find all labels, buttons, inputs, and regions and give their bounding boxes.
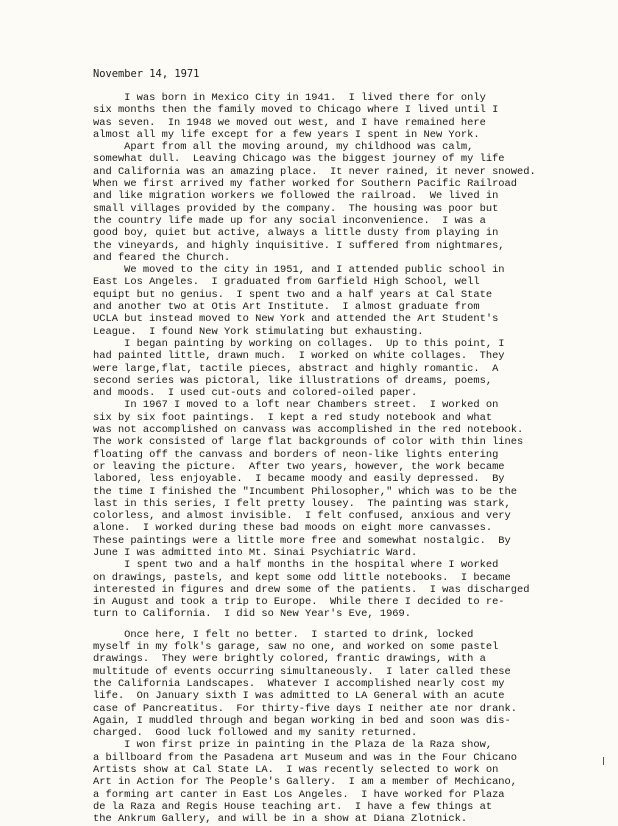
text-line: June I was admitted into Mt. Sinai Psychiatric Ward. [93, 546, 418, 559]
text-line: was seven. In 1948 we moved out west, and I have remained here [93, 116, 486, 129]
text-line: These paintings were a little more free and somewhat nostalgic. By [93, 534, 511, 547]
text-line: in August and took a trip to Europe. While there I decided to re- [93, 596, 505, 609]
text-line: small villages provided by the company. The housing was poor but [93, 202, 499, 215]
text-line: floating off the canvass and borders of neon-like lights entering [93, 448, 499, 461]
text-line: six months then the family moved to Chicago where I lived until I [93, 104, 499, 117]
paragraph [93, 399, 536, 559]
paragraph [93, 739, 536, 825]
text-line: were large,flat, tactile pieces, abstract and highly romantic. A [93, 362, 499, 375]
text-line: labored, less enjoyable. I became moody and easily depressed. By [93, 473, 505, 486]
text-line: almost all my life except for a few years I spent in New York. [93, 128, 480, 141]
paragraph [93, 338, 536, 399]
text-line: or leaving the picture. After two years, however, the work became [93, 460, 505, 473]
text-line: life. On January sixth I was admitted to LA General with an acute [93, 690, 505, 703]
text-line: Again, I muddled through and began working in bed and soon was dis- [93, 714, 511, 727]
text-line: I began painting by working on collages. Up to this point, I [93, 337, 505, 350]
document-body [93, 92, 536, 826]
text-line: multitude of events occurring simultaneously. I later called these [93, 665, 511, 678]
text-line: on drawings, pastels, and kept some odd little notebooks. I became [93, 571, 511, 584]
text-line: case of Pancreatitus. For thirty-five days I neither ate nor drank. [93, 702, 518, 715]
text-line: six by six foot paintings. I kept a red study notebook and what [93, 411, 493, 424]
margin-mark [603, 757, 604, 765]
text-line: myself in my folk's garage, saw no one, and worked on some pastel [93, 641, 499, 654]
text-line: a forming art canter in East Los Angeles. I have worked for Plaza [93, 788, 505, 801]
paragraph [93, 141, 536, 264]
text-line: drawings. They were brightly colored, frantic drawings, with a [93, 653, 486, 666]
text-line: the time I finished the "Incumbent Philosopher," which was to be the [93, 485, 518, 498]
text-line: and another two at Otis Art Institute. I almost graduate from [93, 301, 480, 314]
text-line: turn to California. I did so New Year's Eve, 1969. [93, 608, 412, 621]
text-line: alone. I worked during these bad moods on eight more canvasses. [93, 522, 493, 535]
text-line: Artists show at Cal State LA. I was recently selected to work on [93, 764, 499, 777]
text-line: the country life made up for any social inconvenience. I was a [93, 214, 486, 227]
text-line: had painted little, drawn much. I worked on white collages. They [93, 350, 505, 363]
text-line: colorless, and almost invisible. I felt confused, anxious and very [93, 510, 511, 523]
text-line: UCLA but instead moved to New York and attended the Art Student's [93, 313, 499, 326]
document-date: November 14, 1971 [93, 68, 200, 80]
text-line: de la Raza and Regis House teaching art. I have a few things at [93, 800, 493, 813]
paragraph [93, 92, 536, 141]
text-line: a billboard from the Pasadena art Museum and was in the Four Chicano [93, 751, 518, 764]
text-line: Once here, I felt no better. I started to drink, locked [93, 628, 474, 641]
text-line: last in this series, I felt pretty lousey. The painting was stark, [93, 497, 511, 510]
paragraph [93, 264, 536, 338]
text-line: When we first arrived my father worked for Southern Pacific Railroad [93, 178, 518, 191]
text-line: somewhat dull. Leaving Chicago was the biggest journey of my life [93, 153, 505, 166]
text-line: interested in figures and drew some of the patients. I was discharged [93, 583, 530, 596]
text-line: and like migration workers we followed the railroad. We lived in [93, 190, 499, 203]
paragraph [93, 629, 536, 740]
text-line: charged. Good luck followed and my sanity returned. [93, 727, 418, 740]
text-line: the Ankrum Gallery, and will be in a show at Diana Zlotnick. [93, 813, 468, 826]
text-line: and feared the Church. [93, 251, 231, 264]
text-line: equipt but no genius. I spent two and a half years at Cal State [93, 288, 493, 301]
text-line: second series was pictoral, like illustrations of dreams, poems, [93, 374, 493, 387]
text-line: I spent two and a half months in the hospital where I worked [93, 559, 499, 572]
text-line: and moods. I used cut-outs and colored-oiled paper. [93, 387, 418, 400]
text-line: Art in Action for The People's Gallery. I am a member of Mechicano, [93, 776, 518, 789]
text-line: was not accomplished on canvass was accomplished in the red notebook. [93, 424, 524, 437]
text-line: Apart from all the moving around, my childhood was calm, [93, 141, 474, 154]
text-line: good boy, quiet but active, always a little dusty from playing in [93, 227, 499, 240]
text-line: I won first prize in painting in the Plaza de la Raza show, [93, 739, 493, 752]
text-line: I was born in Mexico City in 1941. I lived there for only [93, 92, 486, 104]
text-line: In 1967 I moved to a loft near Chambers street. I worked on [93, 399, 499, 412]
text-line: and California was an amazing place. It never rained, it never snowed. [93, 165, 536, 178]
text-line: the vineyards, and highly inquisitive. I suffered from nightmares, [93, 239, 505, 252]
text-line: League. I found New York stimulating but exhausting. [93, 325, 424, 338]
text-line: the California Landscapes. Whatever I accomplished nearly cost my [93, 677, 505, 690]
text-line: We moved to the city in 1951, and I attended public school in [93, 264, 505, 277]
paragraph [93, 559, 536, 620]
text-line: The work consisted of large flat backgrounds of color with thin lines [93, 436, 524, 449]
text-line: East Los Angeles. I graduated from Garfield High School, well [93, 276, 480, 289]
